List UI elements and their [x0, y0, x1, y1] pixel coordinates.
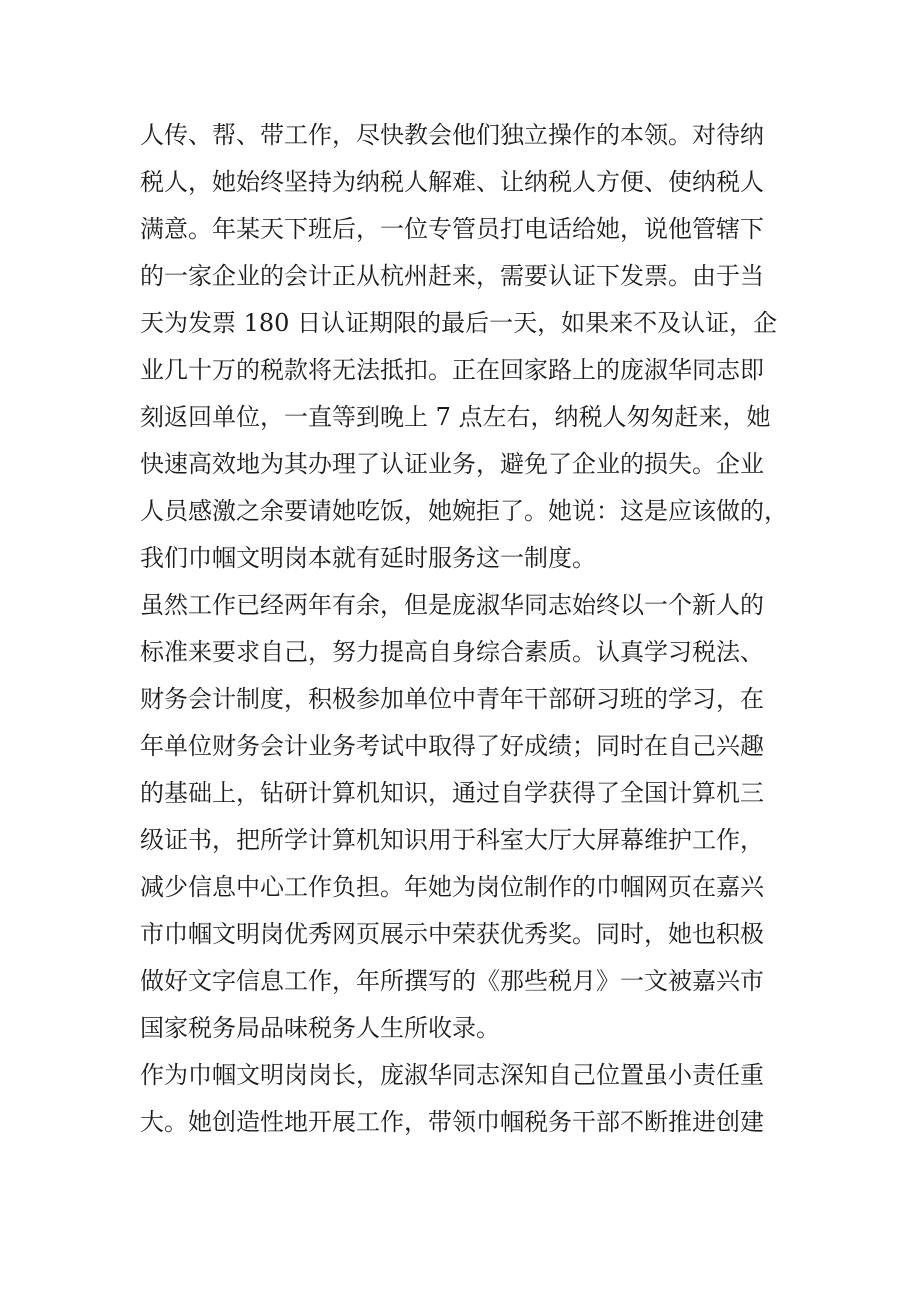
text-line-5: 天为发票 180 日认证期限的最后一天，如果来不及认证，企: [140, 309, 778, 337]
text-line-22: 大。她创造性地开展工作，带领巾帼税务干部不断推进创建: [140, 1108, 764, 1136]
text-line-8: 快速高效地为其办理了认证业务，避免了企业的损失。企业: [140, 450, 764, 478]
text-line-18: 市巾帼文明岗优秀网页展示中荣获优秀奖。同时，她也积极: [140, 920, 764, 948]
body-text: [140, 112, 800, 1146]
text-line-6: 业几十万的税款将无法抵扣。正在回家路上的庞淑华同志即: [140, 356, 764, 384]
text-line-16: 级证书，把所学计算机知识用于科室大厅大屏幕维护工作，: [140, 826, 764, 854]
text-line-20: 国家税务局品味税务人生所收录。: [140, 1014, 500, 1042]
text-line-19: 做好文字信息工作，年所撰写的《那些税月》一文被嘉兴市: [140, 967, 764, 995]
text-line-2: 税人，她始终坚持为纳税人解难、让纳税人方便、使纳税人: [140, 168, 764, 196]
text-line-4: 的一家企业的会计正从杭州赶来，需要认证下发票。由于当: [140, 262, 764, 290]
text-line-7: 刻返回单位，一直等到晚上 7 点左右，纳税人匆匆赶来，她: [140, 403, 771, 431]
text-line-15: 的基础上，钻研计算机知识，通过自学获得了全国计算机三: [140, 779, 764, 807]
text-line-3: 满意。年某天下班后，一位专管员打电话给她，说他管辖下: [140, 215, 764, 243]
text-line-14: 年单位财务会计业务考试中取得了好成绩；同时在自己兴趣: [140, 732, 764, 760]
text-line-13: 财务会计制度，积极参加单位中青年干部研习班的学习，在: [140, 685, 764, 713]
text-line-17: 减少信息中心工作负担。年她为岗位制作的巾帼网页在嘉兴: [140, 873, 764, 901]
text-line-12: 标准来要求自己，努力提高自身综合素质。认真学习税法、: [140, 638, 764, 666]
text-line-1: 人传、帮、带工作，尽快教会他们独立操作的本领。对待纳: [140, 121, 764, 149]
text-line-21: 作为巾帼文明岗岗长，庞淑华同志深知自己位置虽小责任重: [140, 1061, 764, 1089]
text-line-9: 人员感激之余要请她吃饭，她婉拒了。她说：这是应该做的，: [140, 497, 788, 525]
text-line-10: 我们巾帼文明岗本就有延时服务这一制度。: [140, 544, 596, 572]
text-line-11: 虽然工作已经两年有余，但是庞淑华同志始终以一个新人的: [140, 591, 764, 619]
